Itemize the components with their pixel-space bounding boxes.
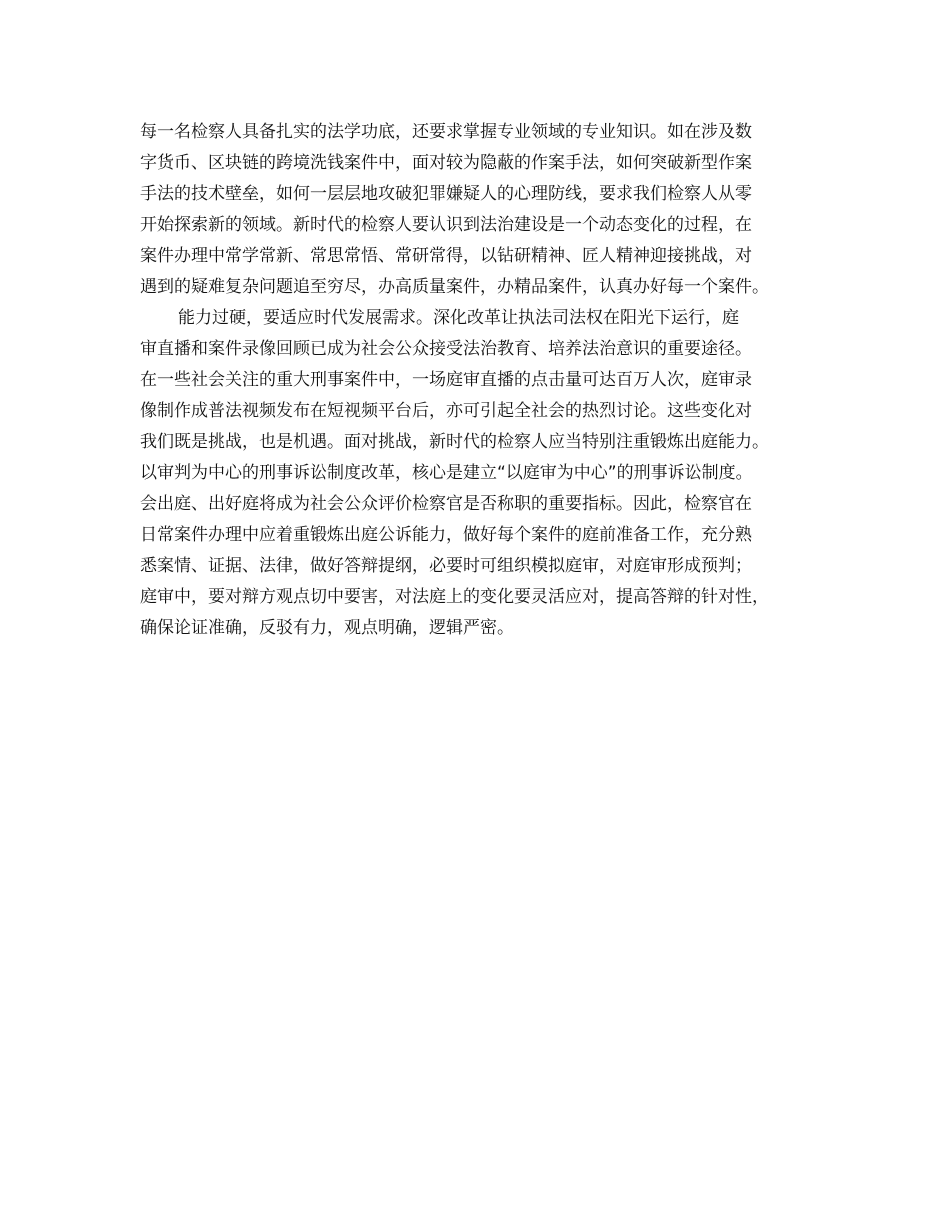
paragraph-2 xyxy=(140,303,840,644)
text-line: 审直播和案件录像回顾已成为社会公众接受法治教育、培养法治意识的重要途径。 xyxy=(140,339,752,359)
text-line: 我们既是挑战，也是机遇。面对挑战，新时代的检察人应当特别注重锻炼出庭能力。 xyxy=(140,432,769,452)
document-body xyxy=(140,117,840,644)
text-line: 日常案件办理中应着重锻炼出庭公诉能力，做好每个案件的庭前准备工作，充分熟 xyxy=(140,525,752,545)
text-line: 在一些社会关注的重大刑事案件中，一场庭审直播的点击量可达百万人次，庭审录 xyxy=(140,370,752,390)
text-line: 字货币、区块链的跨境洗钱案件中，面对较为隐蔽的作案手法，如何突破新型作案 xyxy=(140,153,752,173)
text-line: 手法的技术壁垒，如何一层层地攻破犯罪嫌疑人的心理防线，要求我们检察人从零 xyxy=(140,184,752,204)
text-line: 以审判为中心的刑事诉讼制度改革，核心是建立“以庭审为中心”的刑事诉讼制度。 xyxy=(140,463,753,483)
text-line: 像制作成普法视频发布在短视频平台后，亦可引起全社会的热烈讨论。这些变化对 xyxy=(140,401,752,421)
text-line: 悉案情、证据、法律，做好答辩提纲，必要时可组织模拟庭审，对庭审形成预判； xyxy=(140,556,752,576)
paragraph-1 xyxy=(140,117,840,303)
text-line: 确保论证准确，反驳有力，观点明确，逻辑严密。 xyxy=(140,618,514,638)
text-line: 案件办理中常学常新、常思常悟、常研常得，以钻研精神、匠人精神迎接挑战，对 xyxy=(140,246,752,266)
text-line: 会出庭、出好庭将成为社会公众评价检察官是否称职的重要指标。因此，检察官在 xyxy=(140,494,752,514)
text-line: 每一名检察人具备扎实的法学功底，还要求掌握专业领域的专业知识。如在涉及数 xyxy=(140,122,752,142)
text-line: 庭审中，要对辩方观点切中要害，对法庭上的变化要灵活应对，提高答辩的针对性， xyxy=(140,587,769,607)
text-line: 能力过硬，要适应时代发展需求。深化改革让执法司法权在阳光下运行，庭 xyxy=(178,308,739,328)
text-line: 开始探索新的领域。新时代的检察人要认识到法治建设是一个动态变化的过程，在 xyxy=(140,215,752,235)
text-line: 遇到的疑难复杂问题追至穷尽，办高质量案件，办精品案件，认真办好每一个案件。 xyxy=(140,277,769,297)
